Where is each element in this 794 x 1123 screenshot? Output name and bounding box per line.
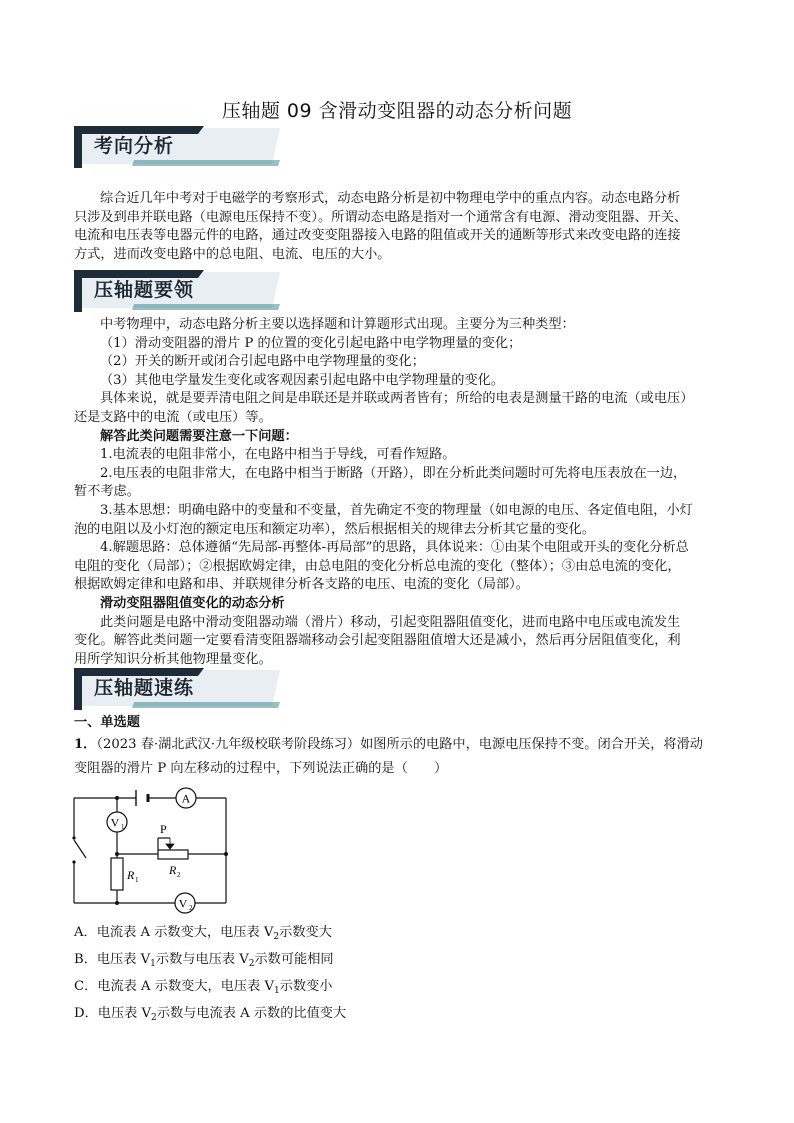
option-text: 示数与电压表 V [155, 952, 249, 967]
option-text: 电流表 A 示数变大，电压表 V [97, 979, 274, 994]
question-block [74, 714, 722, 781]
junction-dot [115, 901, 119, 905]
junction-dot [224, 852, 228, 856]
text-line: 用所学知识分析其他物理量变化。 [74, 651, 272, 667]
option-letter: C． [74, 979, 98, 994]
text-line: 3.基本思想：明确电路中的变量和不变量，首先确定不变的物理量（如电源的电压、各定值电阻，小灯 [100, 502, 693, 518]
text-line: 电流和电压表等电器元件的电路，通过改变变阻器接入电路的阻值或开关的通断等形式来改变电路的连接 [74, 228, 681, 244]
question-stem-line-2: 变阻器的滑片 P 向左移动的过程中，下列说法正确的是（ ） [74, 760, 448, 776]
option-text: 示数变小 [279, 979, 333, 994]
option-letter: A． [74, 925, 97, 940]
question-type-heading: 一、单选题 [74, 715, 140, 730]
subheading: 滑动变阻器阻值变化的动态分析 [100, 595, 285, 611]
text-line: 4.解题思路：总体遵循“先局部-再整体-再局部”的思路，具体说来：①由某个电阻或开头的变化分析总 [100, 540, 689, 556]
voltmeter-v1-label: V [110, 815, 120, 830]
resistor-r1 [111, 858, 123, 890]
section-banner-analysis [74, 124, 284, 168]
text-line: 综合近几年中考对于电磁学的考察形式，动态电路分析是初中物理电学中的重点内容。动态电路分析 [100, 191, 681, 206]
junction-dot [115, 852, 119, 856]
text-line: 1.电流表的电阻非常小，在电路中相当于导线，可看作短路。 [100, 447, 456, 463]
voltmeter-v1-subscript: 1 [121, 823, 125, 831]
switch-contact [72, 836, 75, 839]
option-subscript: 1 [150, 959, 156, 969]
text-line: （2）开关的断开或闭合引起电路中电学物理量的变化； [100, 354, 425, 370]
intro-paragraph [74, 190, 722, 264]
text-line: 只涉及到串并联电路（电源电压保持不变）。所谓动态电路是指对一个通常含有电源、滑动变阻器、开关、 [74, 209, 688, 225]
page-title: 压轴题 09 含滑动变阻器的动态分析问题 [221, 100, 573, 122]
text-line: 方式，进而改变电路中的总电阻、电流、电压的大小。 [74, 246, 391, 262]
option-a[interactable] [74, 924, 332, 946]
text-line: 变化。解答此类问题一定要看清变阻器端移动会引起变阻器阻值增大还是减小，然后再分居阻值变化，利 [74, 633, 681, 649]
text-line: 泡的电阻以及小灯泡的额定电压和额定功率），然后根据相关的规律去分析其它量的变化。 [74, 521, 595, 537]
resistor-r1-subscript: 1 [135, 876, 139, 884]
slider-arrow-icon [166, 838, 174, 849]
resistor-r2-subscript: 2 [177, 871, 181, 879]
resistor-r1-label: R [127, 868, 135, 882]
section-banner-practice [74, 666, 284, 710]
text-line: 2.电压表的电阻非常大，在电路中相当于断路（开路），即在分析此类问题时可先将电压表放在一边， [100, 465, 687, 481]
slider-label: P [160, 822, 167, 836]
option-b[interactable] [74, 951, 334, 973]
option-letter: B． [74, 952, 97, 967]
rheostat-r2 [158, 850, 188, 859]
text-line: （1）滑动变阻器的滑片 P 的位置的变化引起电路中电学物理量的变化； [100, 335, 522, 351]
option-text: 电压表 V [96, 952, 151, 967]
text-line: 电阻的变化（局部）；②根据欧姆定律，由总电阻的变化分析总电流的变化（整体）；③由总电流的变化， [74, 558, 681, 574]
option-subscript: 2 [248, 959, 255, 969]
option-text: 示数与电流表 A 示数的比值变大 [156, 1006, 347, 1021]
subheading: 解答此类问题需要注意一下问题： [100, 428, 298, 444]
circuit-diagram [70, 786, 240, 916]
resistor-r2-label: R [169, 863, 177, 877]
voltmeter-v2-subscript: 2 [189, 904, 193, 912]
text-line: 暂不考虑。 [74, 484, 140, 500]
option-text: 示数可能相同 [254, 952, 334, 967]
junction-dot [115, 796, 119, 800]
voltmeter-v2-label: V [178, 896, 188, 911]
option-subscript: 2 [273, 932, 280, 942]
text-line: 此类问题是电路中滑动变阻器动端（滑片）移动，引起变阻器阻值变化，进而电路中电压或电流发生 [100, 614, 681, 630]
option-text: 示数变大 [279, 925, 332, 940]
option-subscript: 1 [273, 986, 280, 996]
section-title-analysis: 考向分析 [94, 135, 175, 157]
text-line: 根据欧姆定律和电路和串、并联规律分析各支路的电压、电流的变化（局部）。 [74, 577, 529, 593]
text-line: 具体来说，就是要弄清电阻之间是串联还是并联或两者皆有；所给的电表是测量干路的电流（或电压） [100, 391, 694, 407]
section-title-essentials: 压轴题要领 [94, 279, 195, 301]
switch-contact [72, 860, 75, 863]
ammeter-label: A [181, 791, 191, 806]
option-c[interactable] [74, 978, 332, 1000]
option-d[interactable] [74, 1005, 346, 1027]
essentials-content [74, 316, 722, 669]
text-line: （3）其他电学量发生变化或客观因素引起电路中电学物理量的变化。 [100, 372, 505, 388]
text-line: 还是支路中的电流（或电压）等。 [74, 409, 272, 425]
question-stem-line-1 [74, 733, 722, 757]
option-letter: D． [74, 1006, 98, 1021]
option-subscript: 2 [151, 1013, 157, 1023]
text-line: 中考物理中，动态电路分析主要以选择题和计算题形式出现。主要分为三种类型： [100, 317, 575, 332]
section-banner-essentials [74, 268, 284, 312]
section-title-practice: 压轴题速练 [94, 677, 195, 699]
option-text: 电压表 V [97, 1006, 152, 1021]
question-stem: 如图所示的电路中，电源电压保持不变。闭合开关，将滑动 [360, 736, 703, 752]
question-number: 1． [74, 736, 97, 752]
question-source: （2023 春·湖北武汉·九年级校联考阶段练习） [96, 736, 361, 752]
option-text: 电流表 A 示数变大，电压表 V [96, 925, 274, 940]
